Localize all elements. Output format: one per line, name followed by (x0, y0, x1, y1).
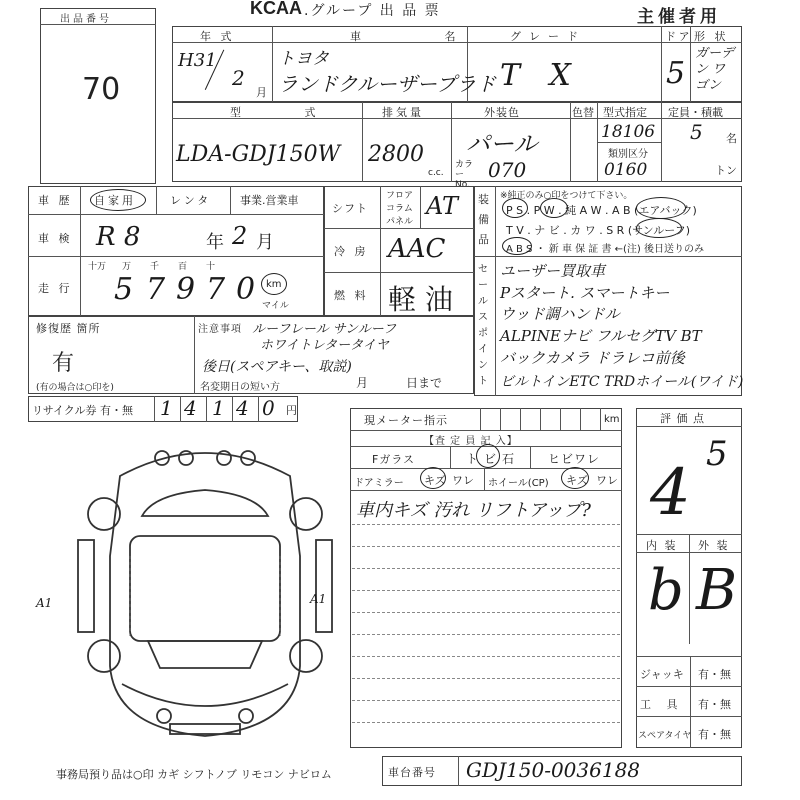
sales-point-2: Pスタート. スマートキー (500, 284, 670, 302)
interior-label: 内 装 (646, 539, 678, 552)
equipment-line3: A B S ・ 新 車 保 証 書 ←(注) 後日送りのみ (506, 244, 705, 255)
capacity: 5 (690, 120, 703, 144)
equip-ps-circle (502, 198, 528, 218)
inspection-month-unit: 月 (256, 232, 274, 253)
equipment-line2: T V . ナ ビ . カ ワ . S R (サンルーフ) (506, 224, 691, 237)
mileage-unit-100: 百 (178, 262, 188, 272)
notes-day: 日まで (406, 376, 443, 390)
mileage-unit-1k: 千 (150, 262, 160, 272)
recycle-digit-5: 0 (262, 396, 275, 420)
mileage-mile: マイル (262, 301, 289, 311)
wheel-circle (561, 467, 589, 489)
year-label: 年 式 (200, 30, 235, 43)
notes-line3: 後日(スペアキー、取説) (202, 359, 352, 375)
equipment-note: ※純正のみ○印をつけて下さい。 (500, 191, 633, 201)
repair-value: 有 (52, 351, 75, 376)
sales-points-label: セールスポイント (478, 264, 488, 387)
history-option-rental: レンタ (170, 194, 212, 207)
shift-column: コラム (386, 204, 413, 214)
grade: T X (500, 58, 581, 93)
displacement-label: 排気量 (382, 106, 424, 119)
door-mirror-label: ドアミラー (354, 478, 404, 489)
exterior-grade: B (696, 558, 738, 623)
cc-unit: c.c. (428, 168, 444, 178)
tool-label: 工 具 (640, 698, 684, 711)
shift-label: シフト (332, 202, 368, 215)
inspection-era: R 8 (96, 222, 141, 252)
exterior-color-label: 外装色 (484, 106, 520, 119)
door-mirror-crack: ワレ (452, 474, 474, 487)
history-option-business: 事業.営業車 (240, 194, 299, 207)
glass-option-stone: 石 (502, 452, 515, 466)
mileage-km: km (266, 279, 282, 290)
doors-label: ドア (665, 30, 693, 43)
color-change-label: 色替 (572, 106, 594, 119)
jack-option: 有・無 (698, 668, 731, 681)
history-option-private: 自家用 (94, 194, 136, 207)
jack-label: ジャッキ (640, 668, 684, 681)
body-shape: ガーデン ワゴン (695, 46, 735, 93)
category-label: 類別区分 (608, 149, 648, 160)
wheel-scratch: キズ (566, 474, 588, 487)
ac-label: 冷 房 (334, 245, 369, 258)
recycle-unit: 円 (286, 404, 297, 417)
doors: 5 (666, 56, 686, 91)
mileage-unit-10: 十 (206, 262, 216, 272)
category: 0160 (604, 160, 648, 180)
history-selected-circle (90, 189, 146, 211)
mileage-unit-100k: 十万 (88, 262, 107, 272)
inspector-label: 【査 定 員 記 入】 (424, 436, 518, 447)
chassis-label: 車台番号 (388, 766, 436, 779)
shift-panel: パネル (386, 217, 414, 227)
recycle-digit-2: 4 (184, 396, 197, 420)
month-unit: 月 (256, 86, 267, 99)
sales-point-4: ALPINEナビ フルセグTV BT (500, 327, 702, 345)
car-model: ランドクルーザープラド (278, 72, 496, 96)
glass-option-bi: ビ (484, 452, 497, 466)
mileage-km-circle (261, 273, 287, 295)
model-year: H31 (178, 50, 217, 71)
color-number: 070 (488, 158, 527, 182)
car-maker: トヨタ (278, 49, 329, 69)
sales-point-6: ビルトインETC TRDホイール(ワイド) (500, 374, 744, 390)
meter-label: 現メーター指示 (364, 414, 448, 427)
mileage-label: 走 行 (38, 282, 73, 295)
exterior-color: パール (466, 130, 538, 158)
spare-option: 有・無 (698, 728, 731, 741)
wheel-crack: ワレ (596, 474, 618, 487)
inspection-month: 2 (232, 222, 248, 250)
mileage-digit-5: 0 (236, 272, 256, 307)
fuel-label: 燃 料 (334, 289, 369, 302)
glass-label: Fガラス (372, 453, 415, 466)
model-month: 2 (232, 66, 245, 90)
wheel-label: ホイール(CP) (488, 478, 549, 489)
diagram-mark-right: A1 (310, 592, 327, 606)
interior-grade: b (648, 558, 684, 623)
glass-selected-circle (476, 444, 500, 468)
capacity-unit: 名 (726, 132, 737, 145)
ton-unit: トン (715, 164, 737, 177)
glass-option-crack: ヒビワレ (548, 452, 601, 466)
mileage-digit-4: 7 (206, 272, 226, 307)
shift-value: AT (426, 192, 459, 220)
car-name-label: 車 名 (350, 30, 496, 43)
displacement: 2800 (368, 142, 424, 167)
meter-unit: km (604, 414, 620, 425)
chassis-number: GDJ150-0036188 (466, 758, 641, 782)
rating-label: 評 価 点 (660, 412, 705, 425)
equip-abs-circle (502, 237, 532, 255)
sheet-title: .グループ 出 品 票 (304, 3, 441, 19)
sales-point-1: ユーザー買取車 (500, 262, 606, 280)
tool-option: 有・無 (698, 698, 731, 711)
notes-line2: ホワイトレタータイヤ (260, 338, 389, 353)
auction-logo: KCAA (250, 0, 302, 18)
recycle-label: リサイクル券 有・無 (32, 404, 133, 417)
equipment-line1: P S . P W . 純 A W . A B (エアバック) (506, 204, 697, 217)
model-code: LDA-GDJ150W (176, 142, 341, 167)
diagram-mark-left: A1 (36, 596, 53, 610)
inspector-comment: 車内キズ 汚れ リフトアップ? (356, 500, 591, 521)
shape-label: 形 状 (694, 30, 729, 43)
repair-label: 修復歴 箇所 (36, 322, 101, 335)
door-mirror-circle (420, 467, 446, 489)
repair-note: (有の場合は○印を) (36, 383, 114, 393)
equip-pw-circle (540, 198, 568, 218)
inspection-year-unit: 年 (206, 232, 224, 253)
door-mirror-scratch: キズ (424, 474, 446, 487)
history-label: 車 歴 (38, 194, 73, 207)
recycle-digit-4: 4 (236, 396, 249, 420)
lot-number-label: 出品番号 (60, 14, 112, 25)
rating-value-sup: 5 (706, 434, 728, 474)
sales-point-5: バックカメラ ドラレコ前後 (500, 349, 685, 367)
model-code-label: 型 式 (230, 106, 346, 119)
equip-ab-circle (636, 197, 686, 219)
equipment-label: 装 備 品 (478, 193, 489, 246)
equip-sr-circle (636, 218, 682, 238)
fuel-value: 軽 油 (388, 283, 453, 316)
mileage-digit-1: 5 (114, 272, 134, 307)
lot-number: 70 (82, 72, 121, 107)
type-designation-label: 型式指定 (603, 106, 647, 119)
grade-label: グレード (510, 30, 586, 43)
organizer-label: 主催者用 (637, 7, 721, 27)
shift-floor: フロア (386, 191, 414, 201)
mileage-digit-2: 7 (146, 272, 166, 307)
capacity-label: 定員・積載 (668, 106, 723, 119)
glass-option-to: ト (466, 452, 479, 466)
sales-point-3: ウッド調ハンドル (500, 305, 620, 323)
recycle-digit-1: 1 (160, 396, 173, 420)
mileage-unit-10k: 万 (122, 262, 132, 272)
rating-value: 4 (650, 456, 691, 530)
spare-label: スペアタイヤ (638, 731, 692, 741)
ac-value: AAC (388, 234, 446, 264)
color-no-label: カラー No. (455, 160, 474, 190)
notes-line1: ルーフレール サンルーフ (252, 322, 397, 337)
office-items-note: 事務局預り品は○印 カギ シフトノブ リモコン ナビロム (56, 768, 332, 781)
notes-deadline-label: 名変期日の短い方 (200, 382, 280, 393)
recycle-digit-3: 1 (212, 396, 225, 420)
type-designation: 18106 (601, 122, 656, 142)
mileage-digit-3: 9 (176, 272, 196, 307)
notes-label: 注意事項 (198, 324, 242, 335)
car-damage-diagram (60, 436, 350, 740)
exterior-label: 外 装 (698, 539, 730, 552)
inspection-label: 車 検 (38, 232, 73, 245)
notes-month: 月 (356, 376, 369, 390)
